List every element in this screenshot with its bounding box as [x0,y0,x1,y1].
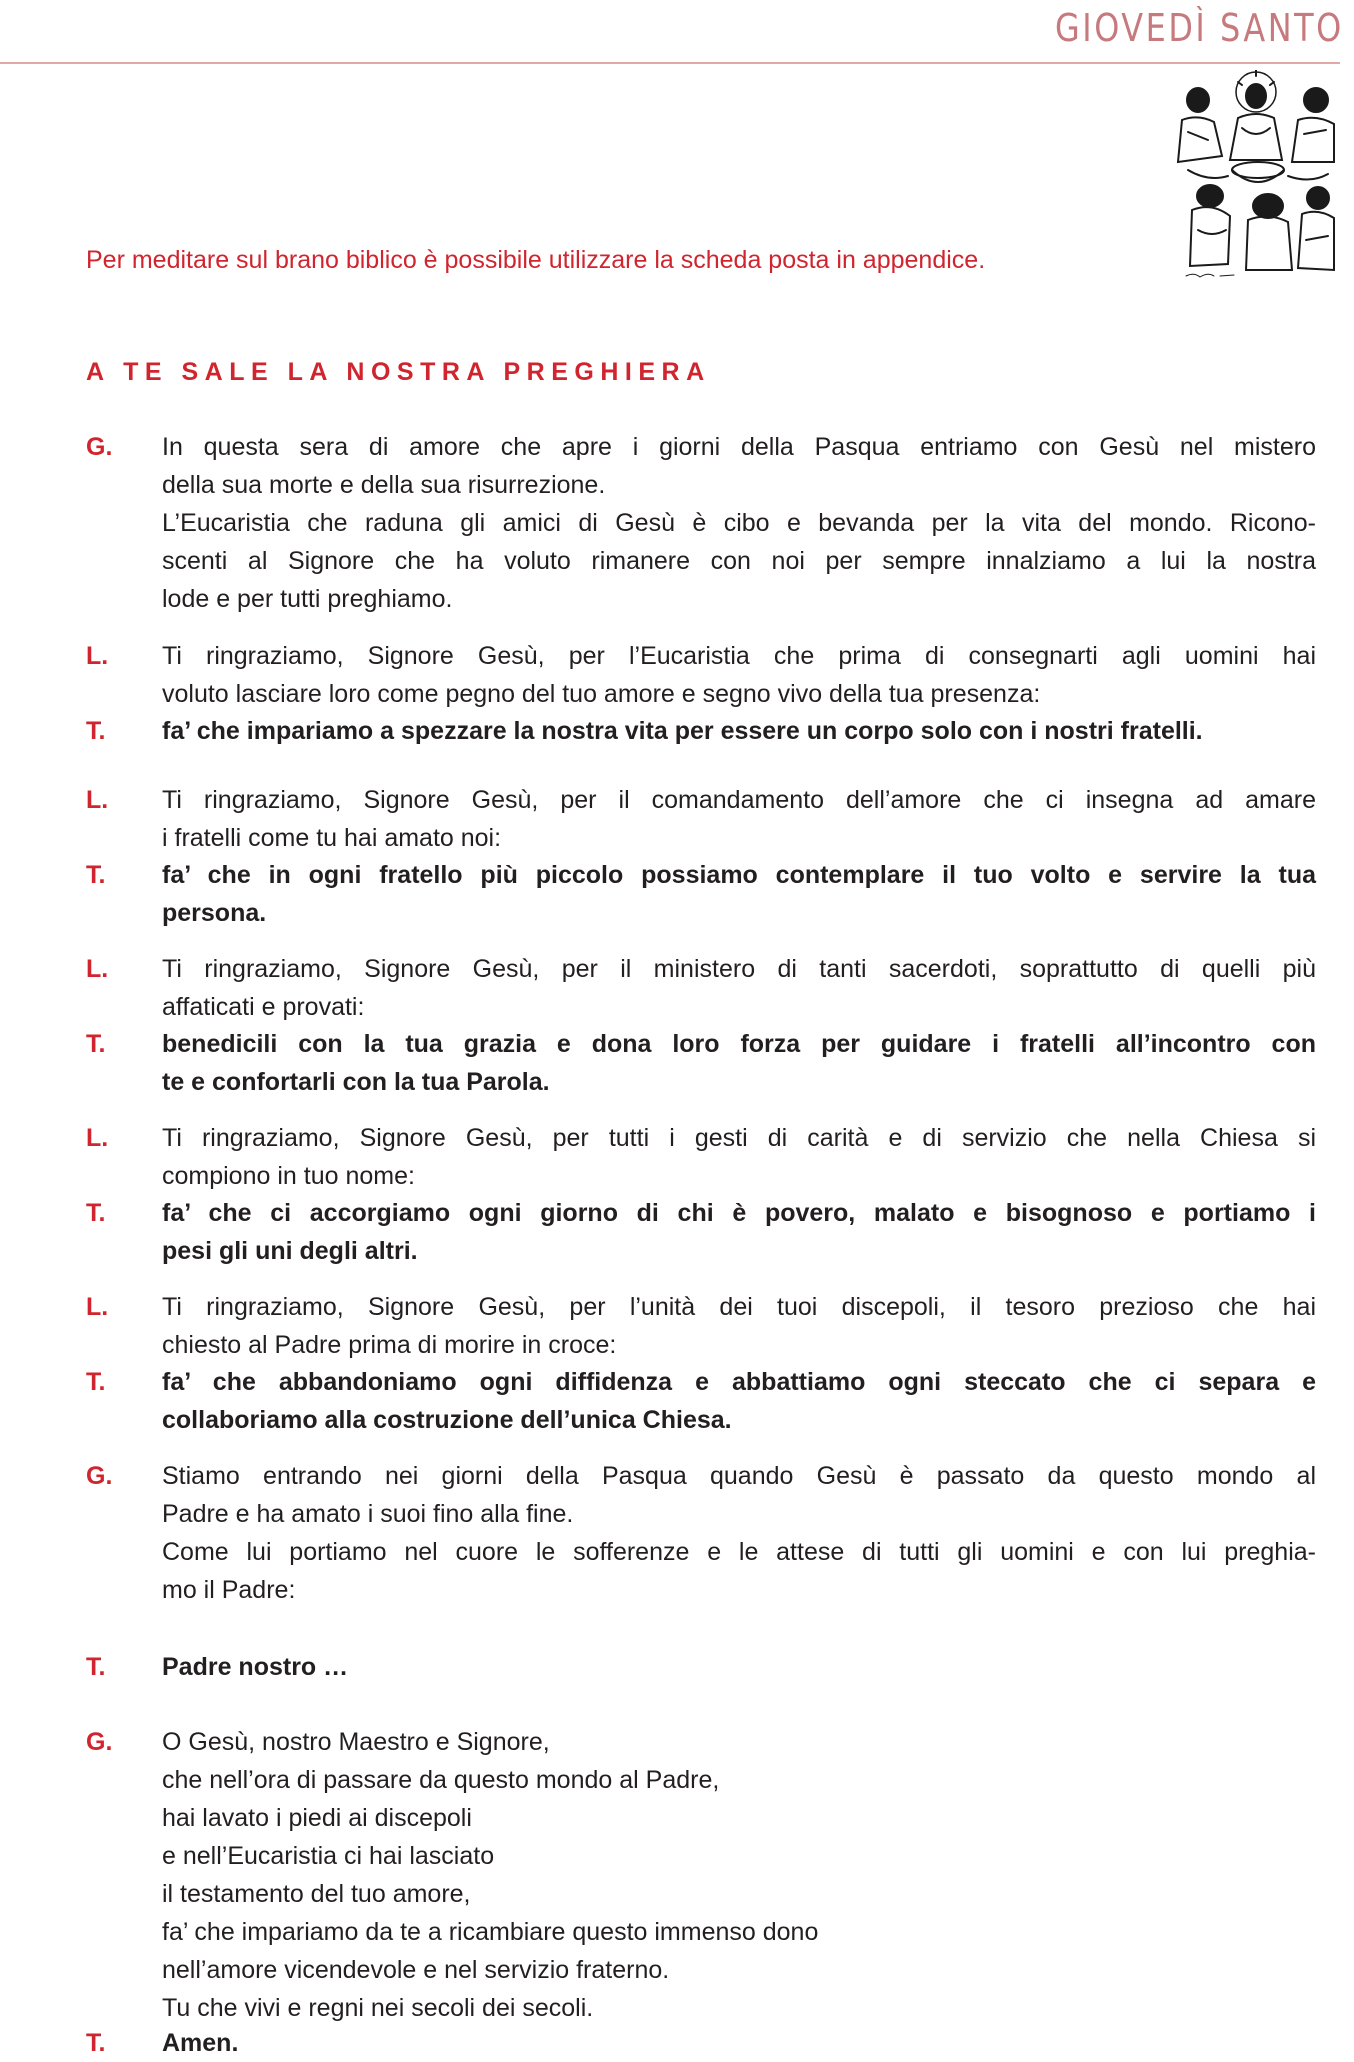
page-header-title: GIOVEDÌ SANTO [1055,6,1344,50]
intro-note: Per meditare sul brano biblico è possibile utilizzare la scheda posta in appendice. [86,246,986,274]
prayer-text [162,1119,1316,1195]
prayer-line: benedicili con la tua grazia e dona loro forza per guidare i fratelli all’incontro con [162,1030,1316,1058]
prayer-text [162,1194,1316,1270]
prayer-text [162,781,1316,857]
prayer-line: Come lui portiamo nel cuore le sofferenze e le attese di tutti gli uomini e con lui preghia- [162,1538,1316,1566]
prayer-line: fa’ che ci accorgiamo ogni giorno di chi è povero, malato e bisognoso e portiamo i [162,1199,1316,1227]
prayer-line: Ti ringraziamo, Signore Gesù, per l’unità dei tuoi discepoli, il tesoro prezioso che hai [162,1293,1316,1321]
prayer-line: che nell’ora di passare da questo mondo al Padre, [162,1766,720,1794]
prayer-line: Ti ringraziamo, Signore Gesù, per tutti i gesti di carità e di servizio che nella Chiesa si [162,1124,1316,1152]
prayer-line: voluto lasciare loro come pegno del tuo amore e segno vivo della tua presenza: [162,680,1041,708]
speaker-label: T. [86,2029,106,2057]
speaker-label: T. [86,1199,106,1227]
prayer-line: hai lavato i piedi ai discepoli [162,1804,472,1832]
prayer-line: In questa sera di amore che apre i giorni della Pasqua entriamo con Gesù nel mistero [162,433,1316,461]
speaker-label: L. [86,955,109,983]
prayer-line: lode e per tutti preghiamo. [162,585,453,613]
speaker-label: L. [86,1124,109,1152]
prayer-line: Ti ringraziamo, Signore Gesù, per il ministero di tanti sacerdoti, soprattutto di quelli più [162,955,1316,983]
prayer-text [162,856,1316,932]
prayer-line: mo il Padre: [162,1576,296,1604]
prayer-line: della sua morte e della sua risurrezione. [162,471,606,499]
prayer-line: chiesto al Padre prima di morire in croce: [162,1331,617,1359]
prayer-line: compiono in tuo nome: [162,1162,415,1190]
prayer-text [162,1723,1316,2027]
prayer-line: i fratelli come tu hai amato noi: [162,824,502,852]
prayer-line: Ti ringraziamo, Signore Gesù, per l’Eucaristia che prima di consegnarti agli uomini hai [162,642,1316,670]
prayer-text [162,1025,1316,1101]
prayer-line: e nell’Eucaristia ci hai lasciato [162,1842,495,1870]
prayer-line: scenti al Signore che ha voluto rimanere con noi per sempre innalziamo a lui la nostra [162,547,1316,575]
speaker-label: T. [86,1653,106,1681]
prayer-text [162,1457,1316,1609]
prayer-line: fa’ che abbandoniamo ogni diffidenza e abbattiamo ogni steccato che ci separa e [162,1368,1316,1396]
prayer-line: fa’ che in ogni fratello più piccolo possiamo contemplare il tuo volto e servire la tua [162,861,1316,889]
prayer-text [162,1363,1316,1439]
speaker-label: G. [86,1462,113,1490]
prayer-line: Padre nostro … [162,1653,349,1681]
prayer-line: Ti ringraziamo, Signore Gesù, per il comandamento dell’amore che ci insegna ad amare [162,786,1316,814]
prayer-text [162,712,1316,750]
prayer-line: persona. [162,899,267,927]
prayer-text [162,428,1316,618]
speaker-label: L. [86,786,109,814]
speaker-label: T. [86,1030,106,1058]
prayer-line: te e confortarli con la tua Parola. [162,1068,550,1096]
prayer-text [162,2024,1316,2062]
prayer-line: L’Eucaristia che raduna gli amici di Gesù è cibo e bevanda per la vita del mondo. Ricono- [162,509,1316,537]
last-supper-illustration [1168,70,1338,285]
prayer-line: il testamento del tuo amore, [162,1880,471,1908]
prayer-text [162,950,1316,1026]
section-title: A TE SALE LA NOSTRA PREGHIERA [86,358,711,386]
prayer-line: pesi gli uni degli altri. [162,1237,418,1265]
speaker-label: G. [86,433,113,461]
prayer-line: affaticati e provati: [162,993,365,1021]
prayer-line: Padre e ha amato i suoi fino alla fine. [162,1500,574,1528]
prayer-text [162,637,1316,713]
speaker-label: T. [86,1368,106,1396]
prayer-line: fa’ che impariamo a spezzare la nostra vita per essere un corpo solo con i nostri fratelli. [162,717,1203,745]
speaker-label: T. [86,717,106,745]
prayer-line: Tu che vivi e regni nei secoli dei secoli. [162,1994,594,2022]
speaker-label: G. [86,1728,113,1756]
speaker-label: T. [86,861,106,889]
prayer-text [162,1288,1316,1364]
prayer-line: Stiamo entrando nei giorni della Pasqua quando Gesù è passato da questo mondo al [162,1462,1316,1490]
prayer-line: collaboriamo alla costruzione dell’unica Chiesa. [162,1406,732,1434]
speaker-label: L. [86,642,109,670]
speaker-label: L. [86,1293,109,1321]
header-divider [0,62,1340,64]
prayer-line: O Gesù, nostro Maestro e Signore, [162,1728,550,1756]
prayer-line: fa’ che impariamo da te a ricambiare questo immenso dono [162,1918,819,1946]
prayer-text [162,1648,1316,1686]
prayer-line: Amen. [162,2029,239,2057]
prayer-line: nell’amore vicendevole e nel servizio fraterno. [162,1956,670,1984]
